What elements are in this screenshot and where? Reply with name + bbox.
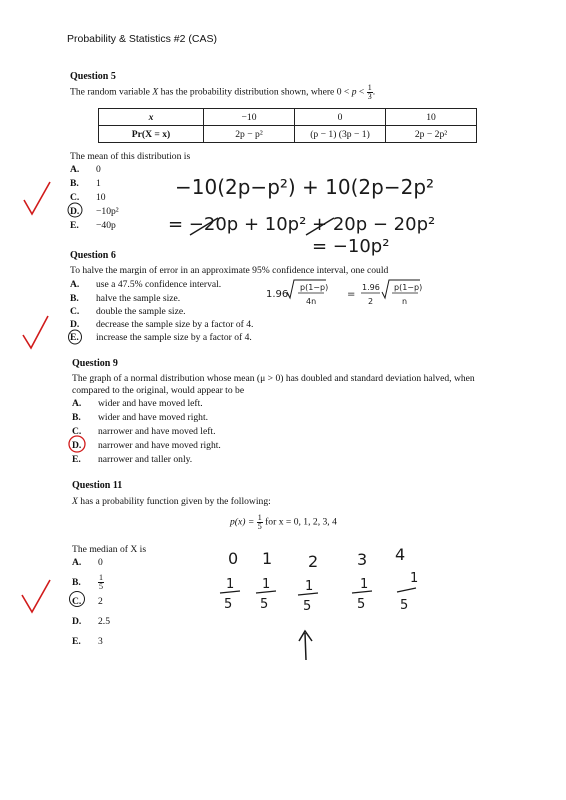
option-c[interactable] (72, 426, 215, 437)
question-6-stem: To halve the margin of error in an approximate 95% confidence interval, one could (70, 265, 389, 276)
option-text: decrease the sample size by a factor of 4. (96, 319, 254, 330)
question-11-prompt: The median of X is (72, 544, 147, 555)
formula-lhs: p(x) = (230, 516, 257, 528)
option-e[interactable] (72, 454, 192, 465)
option-letter: C. (72, 426, 82, 437)
distribution-table (98, 108, 477, 143)
arrow-up-icon (299, 631, 312, 660)
option-letter: D. (72, 440, 82, 451)
question-11-title: Question 11 (72, 480, 123, 491)
q6-work-eq: = (347, 289, 356, 300)
q11-frac-num: 1 (305, 579, 314, 594)
option-text: narrower and taller only. (98, 454, 193, 465)
option-a[interactable] (70, 279, 221, 290)
option-fraction (98, 574, 104, 591)
option-text: 2.5 (98, 616, 110, 627)
option-text: wider and have moved right. (98, 412, 209, 423)
option-a[interactable] (72, 557, 103, 568)
q5-work-line1: −10(2p−p²) + 10(2p−2p² (175, 175, 435, 199)
fraction-bar (220, 591, 240, 593)
option-text: halve the sample size. (96, 293, 181, 304)
q6-work-num3: p(1−p) (394, 283, 423, 292)
question-9-stem-line2: compared to the original, would appear to be (72, 385, 245, 396)
option-letter: C. (70, 192, 80, 203)
question-9-title: Question 9 (72, 358, 118, 369)
question-11-stem (72, 496, 271, 507)
option-b[interactable] (70, 293, 180, 304)
option-d[interactable] (70, 319, 253, 330)
stem-var: X (152, 86, 159, 98)
stem-text: has the probability distribution shown, where 0 < (158, 86, 352, 98)
table-cell: 0 (295, 109, 386, 126)
stem-text: < (356, 86, 367, 98)
q6-work-den: 4n (306, 297, 317, 306)
sqrt-sign (382, 280, 423, 298)
fraction-bar (352, 591, 372, 593)
frac-den: 3 (367, 92, 372, 101)
check-mark-icon (22, 580, 50, 612)
check-mark-icon (23, 316, 48, 348)
formula-rhs: for x = 0, 1, 2, 3, 4 (262, 516, 337, 528)
q11-value: 2 (308, 552, 319, 571)
question-9-stem-line1: The graph of a normal distribution whose mean (μ > 0) has doubled and standard deviation halved, when (72, 373, 475, 384)
sqrt-sign (287, 280, 329, 298)
q11-value: 3 (357, 550, 368, 569)
question-5-prompt: The mean of this distribution is (70, 151, 191, 162)
table-cell: −10 (204, 109, 295, 126)
option-c[interactable] (70, 306, 186, 317)
option-letter: C. (72, 596, 82, 607)
q11-frac-num: 1 (226, 577, 235, 592)
option-text: −10p² (96, 206, 119, 217)
table-cell: 2p − p² (204, 126, 295, 143)
option-text: double the sample size. (96, 306, 186, 317)
q11-frac-num: 1 (410, 571, 419, 586)
fraction-bar (256, 591, 276, 593)
q11-frac-num: 1 (360, 577, 369, 592)
q6-work-num2: 1.96 (362, 283, 380, 292)
stem-text: . (372, 86, 376, 98)
strike-mark (190, 218, 218, 235)
option-text: narrower and have moved left. (98, 426, 216, 437)
cell-text: x (148, 111, 154, 123)
option-letter: A. (72, 398, 82, 409)
q11-frac-den: 5 (260, 597, 269, 612)
q11-value: 1 (262, 549, 273, 568)
option-letter: B. (72, 412, 81, 423)
q11-frac-den: 5 (303, 599, 312, 614)
option-b[interactable] (72, 412, 208, 423)
option-e[interactable] (70, 332, 252, 343)
option-text: 0 (98, 557, 103, 568)
question-5-stem (70, 84, 375, 101)
option-letter: A. (70, 279, 80, 290)
option-letter: B. (72, 576, 81, 588)
option-letter: D. (70, 206, 80, 217)
q11-frac-den: 5 (224, 597, 233, 612)
option-text: −40p (96, 220, 116, 231)
option-e[interactable] (72, 636, 103, 647)
check-mark-icon (24, 182, 50, 214)
table-cell: Pr(X = x) (99, 126, 204, 143)
stem-text: has a probability function given by the following: (77, 496, 271, 507)
frac-num: 1 (367, 83, 372, 92)
q11-frac-den: 5 (357, 597, 366, 612)
table-row (99, 109, 477, 126)
option-text: 0 (96, 164, 101, 175)
q11-frac-den: 5 (400, 598, 409, 613)
option-letter: A. (72, 557, 82, 568)
q6-work-coef: 1.96 (266, 289, 289, 300)
table-cell: 10 (386, 109, 477, 126)
q5-work-line3: = −10p² (312, 236, 390, 257)
option-text: increase the sample size by a factor of 4. (96, 332, 252, 343)
option-b[interactable] (70, 178, 101, 189)
option-letter: E. (70, 220, 79, 231)
page-header: Probability & Statistics #2 (CAS) (67, 33, 217, 45)
option-letter: B. (70, 293, 79, 304)
q11-frac-num: 1 (262, 577, 271, 592)
stem-p: p (351, 86, 357, 98)
option-letter: C. (70, 306, 80, 317)
option-b[interactable] (72, 574, 104, 591)
option-letter: E. (70, 332, 79, 343)
stem-text: The random variable (70, 86, 153, 98)
fraction-bar (397, 588, 416, 592)
option-e[interactable] (70, 220, 116, 231)
table-cell (99, 109, 204, 126)
option-c[interactable] (70, 192, 106, 203)
frac-den: 5 (99, 582, 103, 591)
stem-var: X (72, 496, 78, 507)
question-6-title: Question 6 (70, 250, 116, 261)
fraction-bar (298, 593, 318, 595)
option-text: 3 (98, 636, 103, 647)
q6-work-den3: n (402, 297, 408, 306)
strike-mark (306, 218, 334, 235)
frac-num: 1 (257, 513, 262, 522)
option-letter: B. (70, 178, 79, 189)
table-cell: (p − 1) (3p − 1) (295, 126, 386, 143)
option-a[interactable] (70, 164, 101, 175)
question-11-formula (230, 514, 337, 531)
q5-work-line2: = −20p + 10p² + 20p − 20p² (168, 214, 436, 235)
q6-work-den2: 2 (368, 297, 374, 306)
q11-value: 4 (395, 545, 406, 564)
table-cell: 2p − 2p² (386, 126, 477, 143)
option-c[interactable] (72, 596, 103, 607)
q11-value: 0 (228, 549, 239, 568)
frac-den: 5 (257, 522, 262, 531)
q6-work-num: p(1−p) (300, 283, 329, 292)
option-letter: A. (70, 164, 80, 175)
option-d[interactable] (72, 440, 221, 451)
question-5-title: Question 5 (70, 71, 116, 82)
option-text: 1 (96, 178, 101, 189)
option-d[interactable] (70, 206, 119, 217)
option-letter: E. (72, 636, 81, 647)
option-a[interactable] (72, 398, 203, 409)
table-row (99, 126, 477, 143)
option-text: 2 (98, 596, 103, 607)
frac-num: 1 (99, 573, 103, 582)
option-d[interactable] (72, 616, 110, 627)
option-text: 10 (96, 192, 106, 203)
option-letter: D. (70, 319, 80, 330)
option-text: use a 47.5% confidence interval. (96, 279, 222, 290)
option-letter: E. (72, 454, 81, 465)
option-letter: D. (72, 616, 82, 627)
option-text: wider and have moved left. (98, 398, 203, 409)
option-text: narrower and have moved right. (98, 440, 221, 451)
